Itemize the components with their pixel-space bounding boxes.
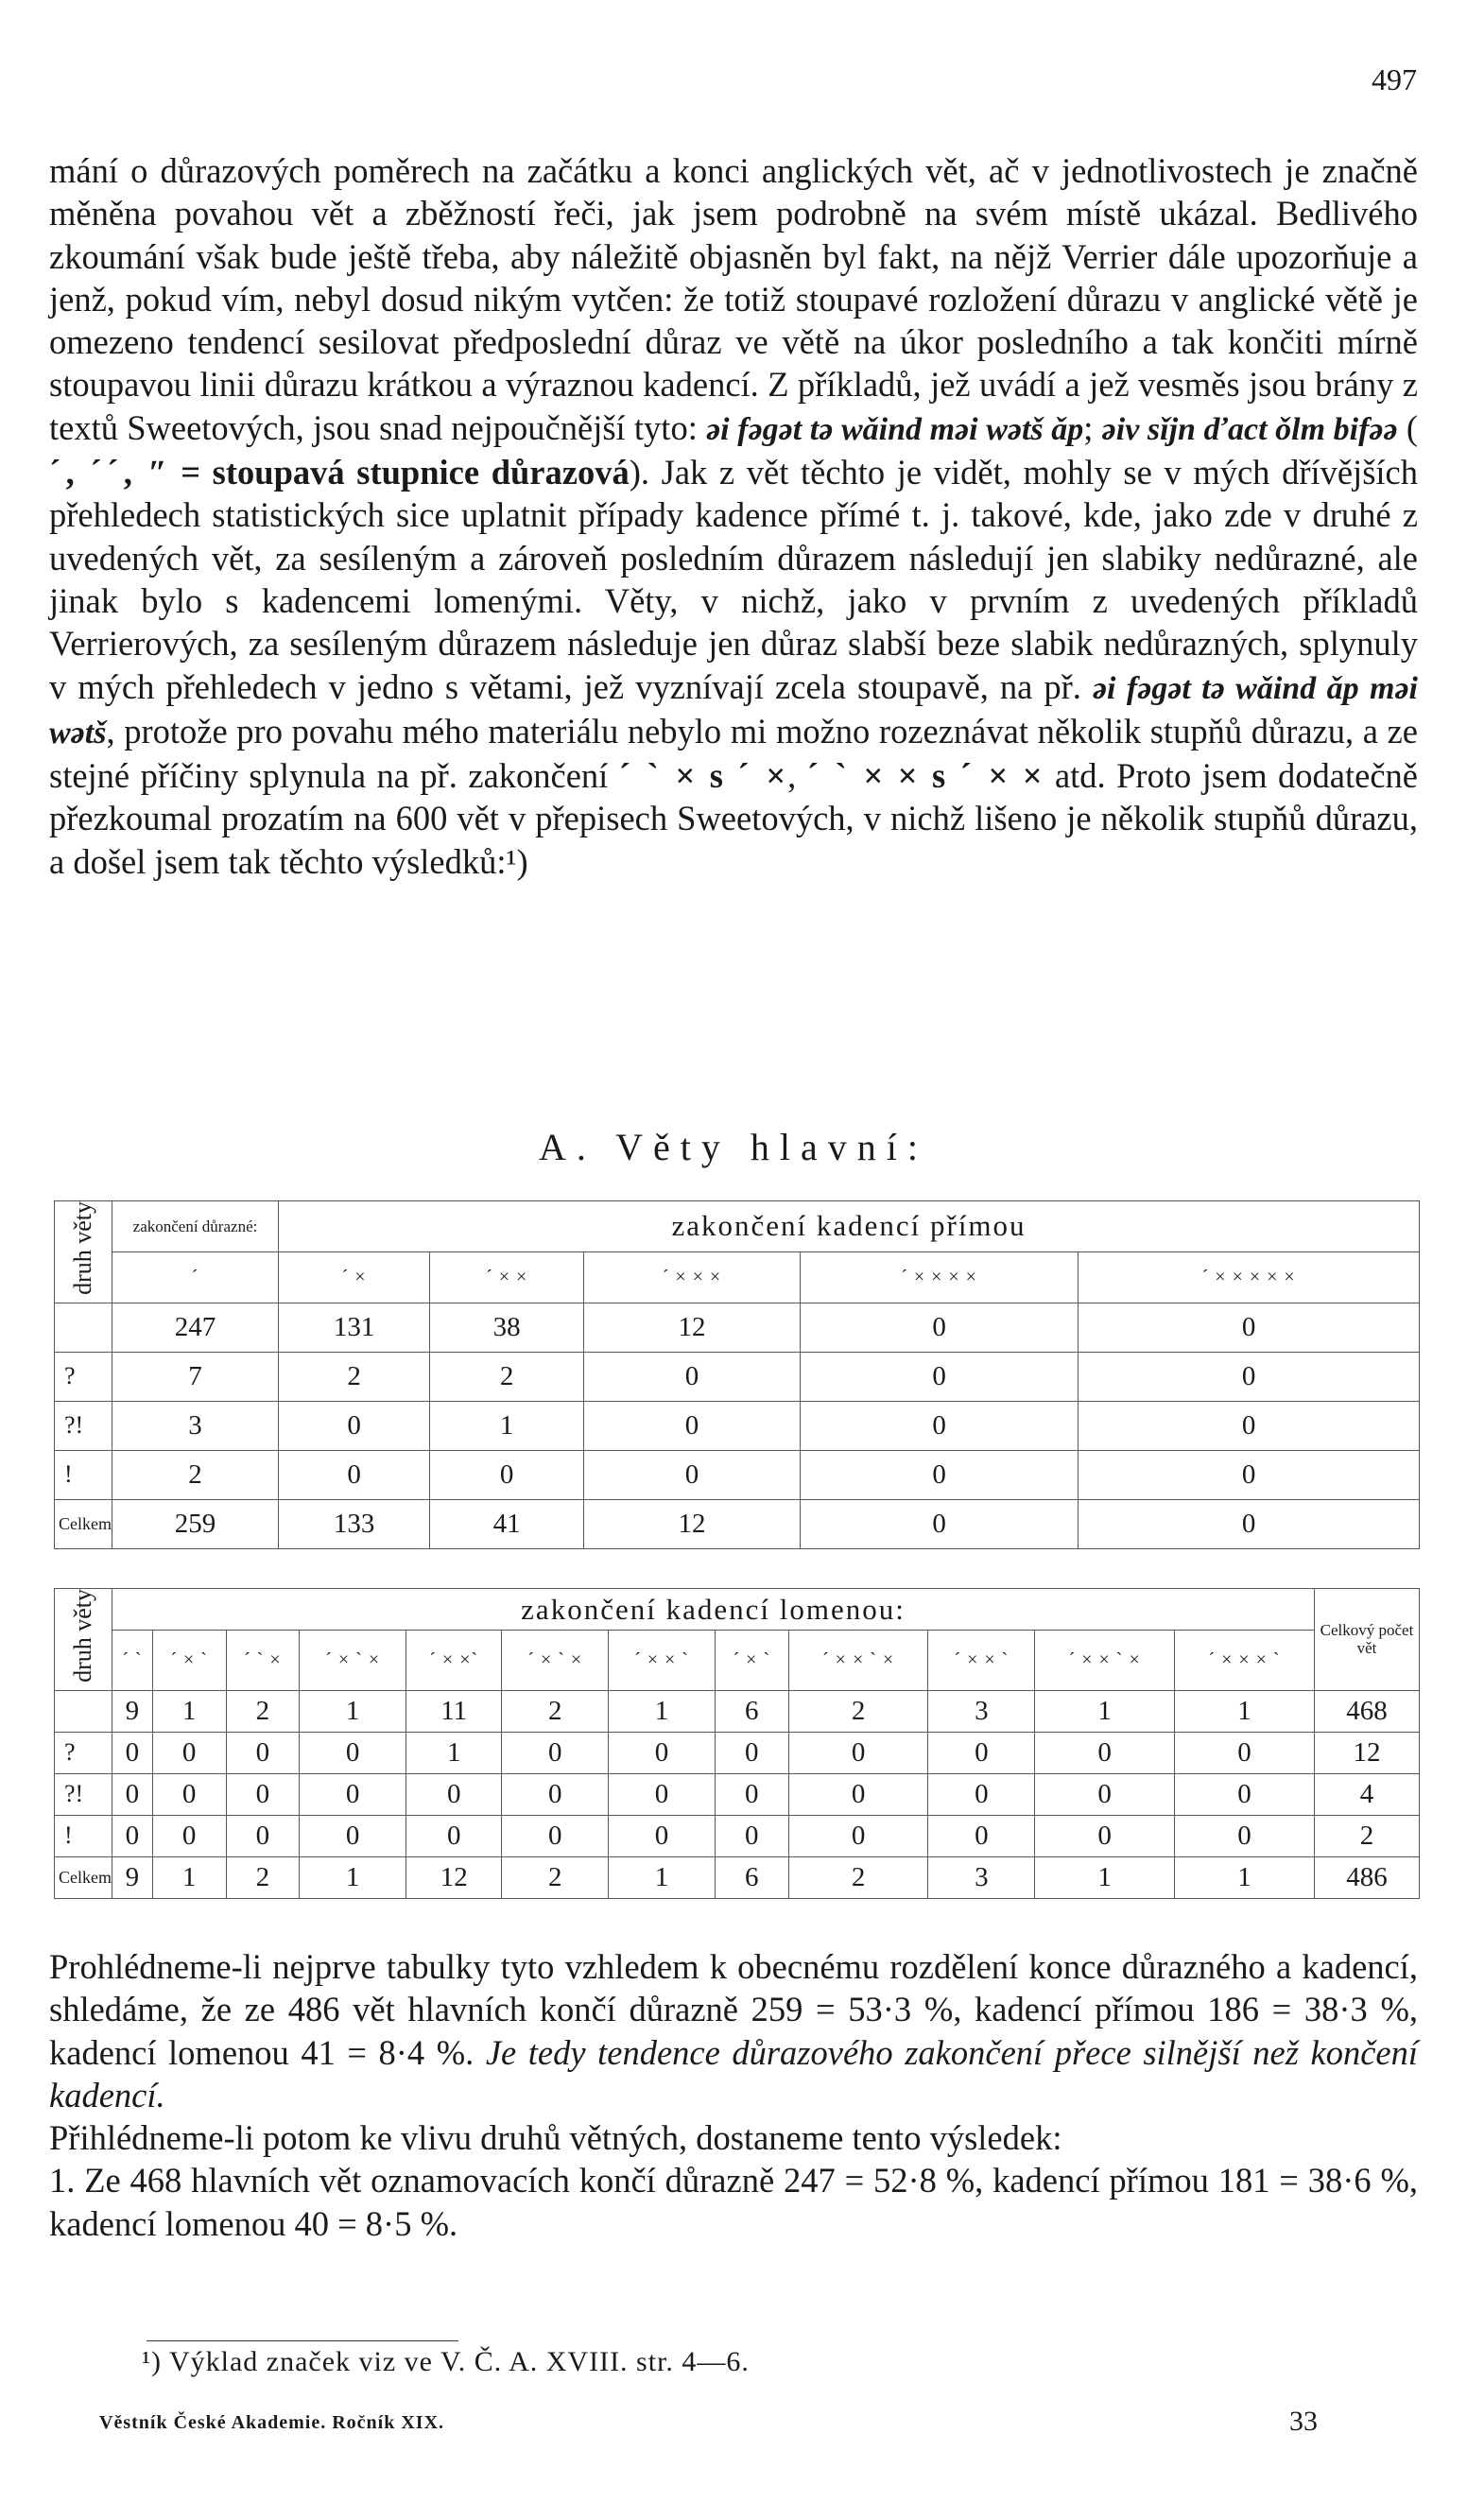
row-label: Celkem [55,1499,112,1548]
table-1-pattern-header: ˊ × × × × [800,1251,1079,1303]
signature-number: 33 [1289,2406,1318,2437]
table-cell: 0 [1079,1499,1420,1548]
table-cell: 0 [1035,1773,1175,1815]
row-label: ?! [55,1773,112,1815]
table-row [55,1773,1420,1815]
paragraph_1-run: = stoupavá stupnice důrazová [181,453,630,492]
table-cell: 1 [1035,1856,1175,1898]
table-cell: 0 [226,1732,300,1773]
table-cell: 0 [788,1815,928,1856]
paragraph_1-run: ˊ, ˊˊ, ʺ [49,453,181,492]
row-label: Celkem [55,1856,112,1898]
table-cell: 0 [800,1401,1079,1450]
table-2-pattern-header: ˊ × ˋ × [502,1631,609,1691]
table-cell: 0 [1175,1732,1315,1773]
table-cell: 0 [584,1450,801,1499]
table-cell: 259 [112,1499,279,1548]
table-2-group-header: zakončení kadencí lomenou: [112,1589,1315,1631]
row-label [55,1303,112,1352]
table-cell: 12 [584,1303,801,1352]
table-row [55,1352,1420,1401]
paragraph_1-run: ˊ ˋ × s ˊ × [618,756,788,796]
total-cell: 468 [1315,1690,1420,1732]
table-cell: 0 [300,1815,406,1856]
table-1-vertical-label: druh věty [55,1201,112,1303]
table-1-emphatic-header: zakončení důrazné: [112,1201,279,1252]
table-cell: 0 [584,1352,801,1401]
table-cell: 0 [279,1450,430,1499]
table-cell: 0 [928,1732,1035,1773]
table-1-pattern-header: ˊ × × × × × [1079,1251,1420,1303]
table-cell: 1 [1175,1856,1315,1898]
table-cell: 0 [800,1499,1079,1548]
table-2-vertical-label: druh věty [55,1589,112,1691]
table-cell: 0 [788,1773,928,1815]
table-row [55,1499,1420,1548]
table-cell: 0 [502,1815,609,1856]
table-cell: 1 [1175,1690,1315,1732]
paragraph_1-run: atd. Proto jsem dodatečně přezkoumal prozatím na 600 vět v přepisech Sweetových, v nichž lišeno je několik stupňů důrazu, a došel jsem tak těchto výsledků:¹) [49,756,1418,881]
table-cell: 1 [300,1856,406,1898]
table-cell: 1 [152,1690,226,1732]
row-label: ? [55,1732,112,1773]
table-cell: 12 [406,1856,502,1898]
table-cell: 0 [788,1732,928,1773]
table-cell: 0 [502,1773,609,1815]
table-1-group-header: zakončení kadencí přímou [279,1201,1420,1252]
table-cell: 2 [788,1690,928,1732]
table-cell: 0 [406,1773,502,1815]
row-label: ?! [55,1401,112,1450]
paragraph_1-run: ; [1083,407,1102,447]
paragraph_1-run: , [787,756,807,796]
table-cell: 0 [609,1815,716,1856]
table-1-pattern-header: ˊ [112,1251,279,1303]
table-cell: 0 [1035,1732,1175,1773]
table-cell: 7 [112,1352,279,1401]
table-cell: 3 [112,1401,279,1450]
table-cell: 0 [152,1732,226,1773]
table-2-pattern-header: ˊ × × ˋ × [1035,1631,1175,1691]
table-row [55,1732,1420,1773]
table-cell: 0 [1175,1815,1315,1856]
table-cell: 0 [300,1773,406,1815]
table-cell: 1 [1035,1690,1175,1732]
table-cell: 6 [715,1856,788,1898]
table-cell: 0 [928,1773,1035,1815]
footnote: ¹) Výklad značek viz ve V. Č. A. XVIII. str. 4—6. [142,2346,750,2377]
table-row [55,1690,1420,1732]
table-cell: 0 [584,1401,801,1450]
total-cell: 4 [1315,1773,1420,1815]
page-number: 497 [1372,62,1417,96]
footnote-rule [147,2340,458,2341]
table-cell: 247 [112,1303,279,1352]
table-cell: 0 [152,1773,226,1815]
paragraph_1-run: ( [1397,407,1419,447]
table-row [55,1450,1420,1499]
table-cell: 0 [1079,1303,1420,1352]
table-cell: 11 [406,1690,502,1732]
table-1-pattern-header: ˊ × × [430,1251,584,1303]
paragraph_1-run: mání o důrazových poměrech na začátku a konci anglických vět, ač v jednotlivostech je značně měněna povahou vět a zběžností řeči, jak jsem podrobně na svém místě ukázal. Bedlivého zkoumání však bude ještě třeba, aby náležitě objasněn byl fakt, na nějž Verrier dále upozorňuje a jenž, pokud vím, nebyl dosud nikým vytčen: že totiž stoupavé rozložení důrazu v anglické větě je omezeno tendencí sesilovat předposlední důraz ve větě na úkor posledního a tak končiti mírně stoupavou linii důrazu krátkou a výraznou kadencí. Z příkladů, jež uvádí a jež vesměs jsou brány z textů Sweetových, jsou snad nejpoučnější tyto: [49,151,1418,447]
table-cell: 1 [430,1401,584,1450]
table-cell: 0 [300,1732,406,1773]
table-cell: 0 [112,1815,153,1856]
table-2-pattern-header: ˊ × ˋ × [300,1631,406,1691]
table-direct-cadence [54,1200,1420,1549]
table-cell: 0 [609,1732,716,1773]
table-cell: 2 [502,1856,609,1898]
table-2-pattern-header: ˊ × ˋ [715,1631,788,1691]
table-cell: 0 [800,1450,1079,1499]
total-cell: 486 [1315,1856,1420,1898]
table-cell: 0 [112,1773,153,1815]
table-row [55,1815,1420,1856]
table-row [55,1401,1420,1450]
paragraph-1 [49,149,1418,883]
paragraph_2-run: Prohlédneme-li nejprve tabulky tyto vzhledem k obecnému rozdělení konce důrazného a kadencí, shledáme, že ze 486 vět hlavních končí důrazně 259 = 53·3 %, kadencí přímou 186 = 38·3 %, kadencí lomenou 41 = 8·4 %. [49,1947,1418,2072]
table-cell: 1 [152,1856,226,1898]
table-cell: 12 [584,1499,801,1548]
table-cell: 0 [928,1815,1035,1856]
table-cell: 3 [928,1690,1035,1732]
table-2-pattern-header: ˊ × × ˋ [928,1631,1035,1691]
table-cell: 0 [1079,1450,1420,1499]
section-title: A. Věty hlavní: [538,1126,928,1168]
table-cell: 2 [430,1352,584,1401]
table-cell: 2 [226,1690,300,1732]
table-cell: 3 [928,1856,1035,1898]
table-cell: 9 [112,1690,153,1732]
table-2-pattern-header: ˊ ˋ [112,1631,153,1691]
table-2-pattern-header: ˊ × ˋ [152,1631,226,1691]
table-broken-cadence [54,1588,1420,1899]
table-cell: 0 [430,1450,584,1499]
table-cell: 41 [430,1499,584,1548]
table-cell: 0 [1079,1401,1420,1450]
total-cell: 12 [1315,1732,1420,1773]
table-cell: 2 [226,1856,300,1898]
table-2-pattern-header: ˊ × × ˋ [609,1631,716,1691]
table-2-pattern-header: ˊ × × ˋ × [788,1631,928,1691]
table-2-pattern-header: ˊ × × × ˋ [1175,1631,1315,1691]
paragraph_1-run: ǝiv sǐjn ďact ǒlm bifǝǝ [1101,411,1398,447]
table-row [55,1303,1420,1352]
row-label [55,1690,112,1732]
table-cell: 0 [1035,1815,1175,1856]
table-cell: 2 [112,1450,279,1499]
table-cell: 0 [800,1352,1079,1401]
table-2-pattern-header: ˊ ˋ × [226,1631,300,1691]
table-cell: 38 [430,1303,584,1352]
table-2-pattern-header: ˊ × ×ˋ [406,1631,502,1691]
table-cell: 2 [502,1690,609,1732]
table-cell: 9 [112,1856,153,1898]
table-row [55,1856,1420,1898]
paragraph_1-run: ǝi fǝgǝt tǝ wǎind ǎp mǝi wǝtš [49,670,1419,751]
table-cell: 0 [152,1815,226,1856]
row-label: ! [55,1450,112,1499]
paragraph-2 [49,1945,1418,2245]
row-label: ! [55,1815,112,1856]
table-cell: 1 [609,1856,716,1898]
table-cell: 0 [609,1773,716,1815]
table-cell: 6 [715,1690,788,1732]
table-cell: 1 [300,1690,406,1732]
table-cell: 0 [800,1303,1079,1352]
table-cell: 0 [715,1815,788,1856]
paragraph_1-run: ). Jak z vět těchto je vidět, mohly se v mých dřívějších přehledech statistických sice uplatnit případy kadence přímé t. j. takové, kde, jako zde v druhé z uvedených vět, za sesíleným a zároveň posledním důrazem následují jen slabiky nedůrazné, ale jinak bylo s kadencemi lomenými. Věty, v nichž, jako v prvním z uvedených příkladů Verrierových, za sesíleným důrazem následuje jen důraz slabší beze slabik nedůrazných, splynuly v mých přehledech v jedno s větami, jež vyznívají zcela stoupavě, na př. [49,453,1418,706]
row-label: ? [55,1352,112,1401]
table-cell: 0 [715,1773,788,1815]
table-cell: 0 [406,1815,502,1856]
table-cell: 2 [279,1352,430,1401]
table-cell: 1 [609,1690,716,1732]
table-cell: 133 [279,1499,430,1548]
table-1-pattern-header: ˊ × [279,1251,430,1303]
table-cell: 0 [1175,1773,1315,1815]
table-cell: 0 [279,1401,430,1450]
table-cell: 2 [788,1856,928,1898]
table-1-pattern-header: ˊ × × × [584,1251,801,1303]
table-cell: 0 [715,1732,788,1773]
total-cell: 2 [1315,1815,1420,1856]
table-cell: 0 [112,1732,153,1773]
table-cell: 0 [502,1732,609,1773]
table-2-total-header: Celkový počet vět [1315,1589,1420,1691]
table-cell: 0 [226,1773,300,1815]
journal-footer: Věstník České Akademie. Ročník XIX. [99,2412,445,2433]
paragraph_2-run: Přihlédneme-li potom ke vlivu druhů větných, dostaneme tento výsledek: 1. Ze 468 hlavních vět oznamovacích končí důrazně 247 = 52·8 %, kadencí přímou 181 = 38·6 %, kadencí lomenou 40 = 8·5 %. [49,2118,1418,2243]
table-cell: 0 [1079,1352,1420,1401]
table-cell: 131 [279,1303,430,1352]
paragraph_1-run: ǝi fǝgǝt tǝ wǎind mǝi wǝtš ǎp [706,411,1084,447]
table-cell: 1 [406,1732,502,1773]
paragraph_1-run: , protože pro povahu mého materiálu nebylo mi možno rozeznávat několik stupňů důrazu, a ze stejné příčiny splynula na př. zakončení [49,711,1418,796]
paragraph_1-run: ˊ ˋ × × s ˊ × × [806,756,1044,796]
table-cell: 0 [226,1815,300,1856]
paragraph_2-run: Je tedy tendence důrazového zakončení přece silnější než končení kadencí. [49,2032,1418,2114]
